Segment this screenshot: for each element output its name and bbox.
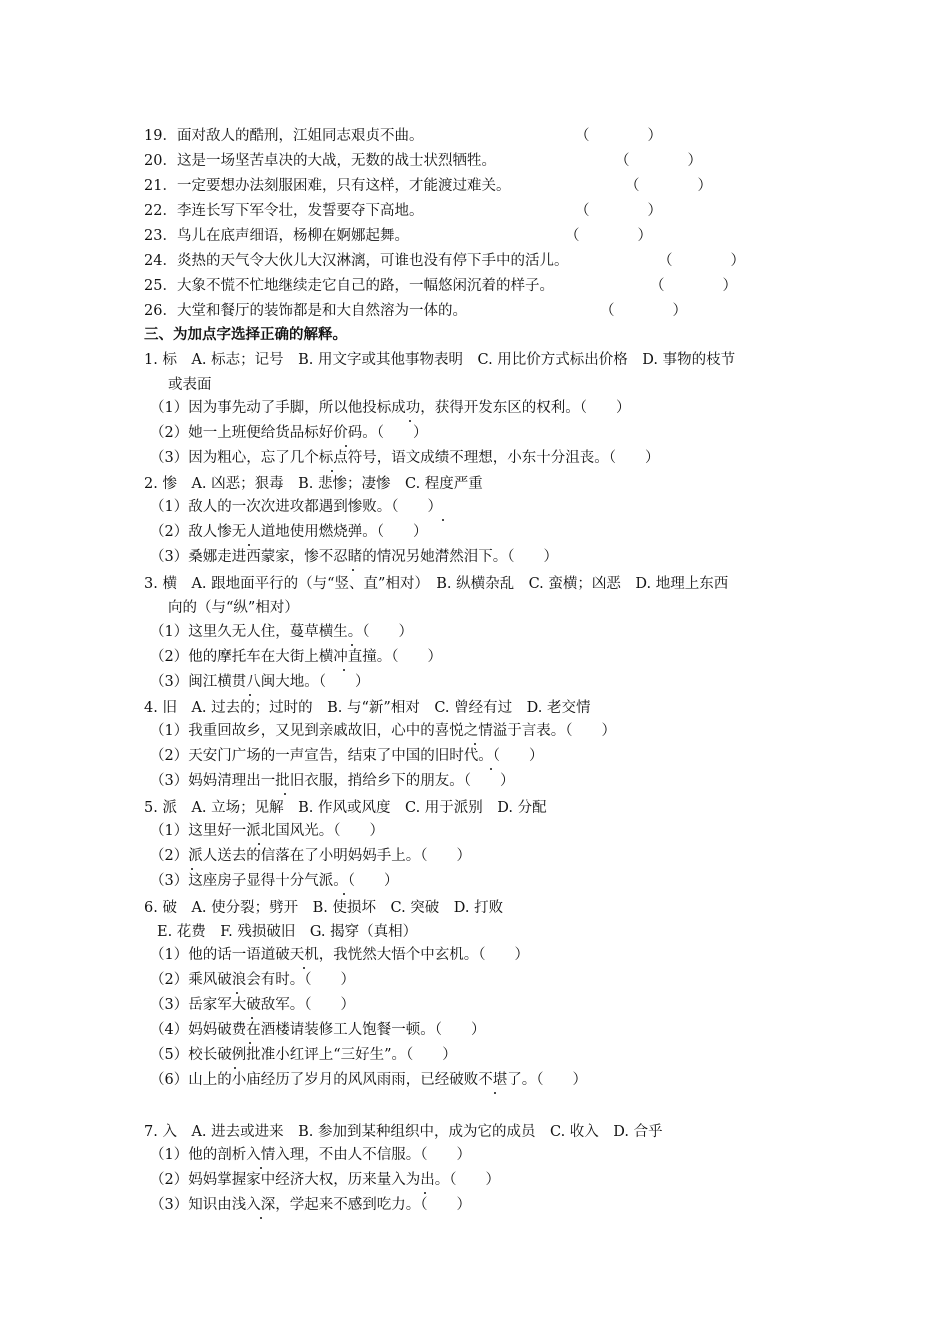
group-7-item-3: （3）知识由浅入深，学起来不感到吃力。（ ）	[150, 1197, 471, 1213]
group-4-item-2: （2）天安门广场的一声宣告，结束了中国的旧时代。（ ）	[150, 748, 544, 764]
group-1-head-cont: 或表面	[168, 377, 212, 393]
group-3-item-2: （2）他的摩托车在大街上横冲直撞。（ ）	[150, 649, 442, 665]
group-6-head: 6. 破 A. 使分裂；劈开 B. 使损坏 C. 突破 D. 打败	[144, 900, 504, 916]
emphasis-dot	[260, 1217, 262, 1219]
group-3-head: 3. 横 A. 跟地面平行的（与“竖、直”相对） B. 纵横杂乱 C. 蛮横；凶恶 D. 地理上东西	[144, 576, 729, 592]
group-2-head: 2. 惨 A. 凶恶；狠毒 B. 悲惨；凄惨 C. 程度严重	[144, 476, 483, 492]
item-22: 22．李连长写下军令壮，发誓要夺下高地。	[144, 203, 424, 219]
group-2-item-3: （3）桑娜走进西蒙家，惨不忍睹的情况另她潸然泪下。（ ）	[150, 549, 558, 565]
item-25: 25．大象不慌不忙地继续走它自己的路，一幅悠闲沉着的样子。	[144, 278, 554, 294]
group-6-item-6: （6）山上的小庙经历了岁月的风风雨雨，已经破败不堪了。（ ）	[150, 1072, 587, 1088]
answer-blank[interactable]: （ ）	[600, 303, 687, 319]
item-26: 26．大堂和餐厅的装饰都是和大自然溶为一体的。	[144, 303, 467, 319]
group-1-item-1: （1）因为事先动了手脚，所以他投标成功，获得开发东区的权利。（ ）	[150, 400, 631, 416]
group-4-head: 4. 旧 A. 过去的；过时的 B. 与“新”相对 C. 曾经有过 D. 老交情	[144, 700, 591, 716]
item-21: 21．一定要想办法刻服困难，只有这样，才能渡过难关。	[144, 178, 511, 194]
answer-blank[interactable]: （ ）	[575, 203, 662, 219]
emphasis-dot	[352, 569, 354, 571]
group-5-item-1: （1）这里好一派北国风光。（ ）	[150, 823, 384, 839]
answer-blank[interactable]: （ ）	[625, 178, 712, 194]
group-6-item-2: （2）乘风破浪会有时。（ ）	[150, 972, 355, 988]
group-6-item-5: （5）校长破例批准小红评上“三好生”。（ ）	[150, 1047, 457, 1063]
group-4-item-3: （3）妈妈清理出一批旧衣服，捎给乡下的朋友。（ ）	[150, 773, 515, 789]
group-1-item-2: （2）她一上班便给货品标好价码。（ ）	[150, 425, 428, 441]
answer-blank[interactable]: （ ）	[575, 128, 662, 144]
group-7-head: 7. 入 A. 进去或进来 B. 参加到某种组织中，成为它的成员 C. 收入 D. 合乎	[144, 1124, 663, 1140]
group-3-item-3: （3）闽江横贯八闽大地。（ ）	[150, 674, 370, 690]
answer-blank[interactable]: （ ）	[565, 228, 652, 244]
group-5-item-3: （3）这座房子显得十分气派。（ ）	[150, 873, 399, 889]
group-5-head: 5. 派 A. 立场；见解 B. 作风或风度 C. 用于派别 D. 分配	[144, 800, 547, 816]
emphasis-dot	[284, 793, 286, 795]
answer-blank[interactable]: （ ）	[658, 253, 745, 269]
group-6-head-cont: E. 花费 F. 残损破旧 G. 揭穿（真相）	[157, 924, 418, 940]
emphasis-dot	[442, 519, 444, 521]
item-19: 19．面对敌人的酷刑，江姐同志艰贞不曲。	[144, 128, 424, 144]
group-3-item-1: （1）这里久无人住，蔓草横生。（ ）	[150, 624, 413, 640]
group-5-item-2: （2）派人送去的信落在了小明妈妈手上。（ ）	[150, 848, 471, 864]
emphasis-dot	[343, 893, 345, 895]
group-2-item-1: （1）敌人的一次次进攻都遇到惨败。（ ）	[150, 499, 442, 515]
emphasis-dot	[249, 694, 251, 696]
item-20: 20．这是一场坚苦卓决的大战，无数的战士状烈牺牲。	[144, 153, 496, 169]
group-2-item-2: （2）敌人惨无人道地使用燃烧弹。（ ）	[150, 524, 428, 540]
group-6-item-3: （3）岳家军大破敌军。（ ）	[150, 997, 355, 1013]
answer-blank[interactable]: （ ）	[650, 278, 737, 294]
item-23: 23．鸟儿在底声细语，杨柳在婀娜起舞。	[144, 228, 409, 244]
group-7-item-2: （2）妈妈掌握家中经济大权，历来量入为出。（ ）	[150, 1172, 500, 1188]
section-heading: 三、为加点字选择正确的解释。	[144, 326, 347, 343]
group-6-item-1: （1）他的话一语道破天机，我恍然大悟个中玄机。（ ）	[150, 947, 529, 963]
emphasis-dot	[331, 470, 333, 472]
emphasis-dot	[494, 1092, 496, 1094]
group-3-head-cont: 向的（与“纵”相对）	[168, 600, 299, 616]
group-6-item-4: （4）妈妈破费在酒楼请装修工人饱餐一顿。（ ）	[150, 1022, 486, 1038]
group-4-item-1: （1）我重回故乡，又见到亲戚故旧，心中的喜悦之情溢于言表。（ ）	[150, 723, 616, 739]
group-7-item-1: （1）他的剖析入情入理，不由人不信服。（ ）	[150, 1147, 471, 1163]
item-24: 24．炎热的天气令大伙儿大汉淋漓，可谁也没有停下手中的活儿。	[144, 253, 569, 269]
group-1-head: 1. 标 A. 标志；记号 B. 用文字或其他事物表明 C. 用比价方式标出价格 D. 事物的枝节	[144, 352, 736, 368]
group-1-item-3: （3）因为粗心，忘了几个标点符号，语文成绩不理想，小东十分沮丧。（ ）	[150, 450, 660, 466]
answer-blank[interactable]: （ ）	[615, 153, 702, 169]
